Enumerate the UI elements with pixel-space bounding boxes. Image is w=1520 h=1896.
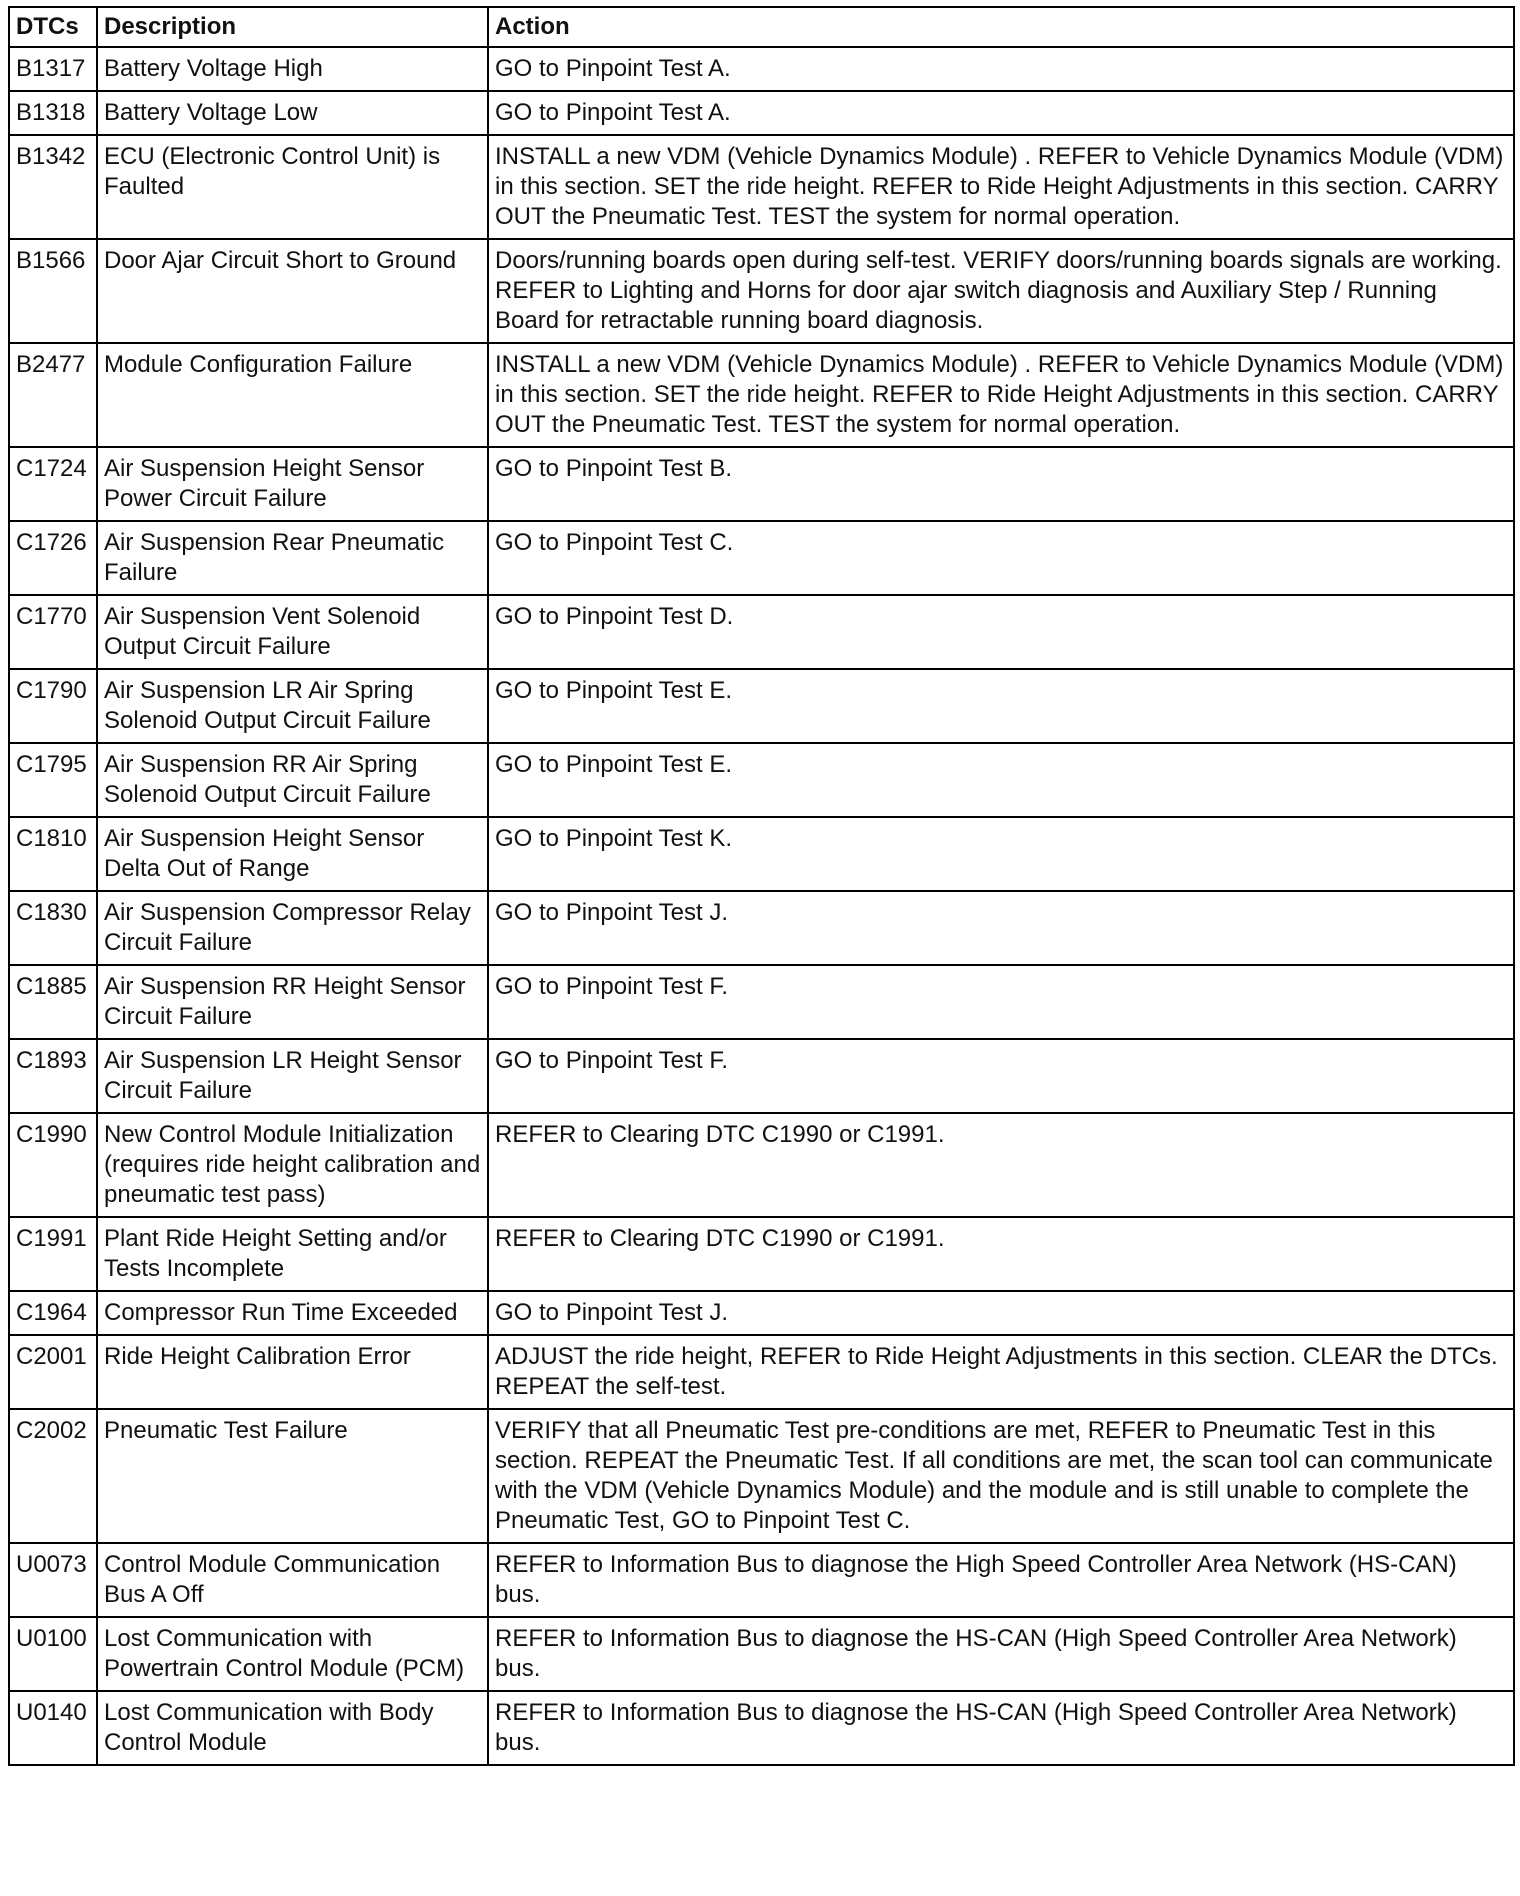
- dtc-action: GO to Pinpoint Test D.: [488, 595, 1514, 669]
- dtc-code: C1893: [9, 1039, 97, 1113]
- table-row: [9, 1335, 1514, 1409]
- table-row: [9, 1217, 1514, 1291]
- dtc-action: ADJUST the ride height, REFER to Ride Height Adjustments in this section. CLEAR the DTCs. REPEAT the self-test.: [488, 1335, 1514, 1409]
- dtc-code: C1770: [9, 595, 97, 669]
- dtc-action: VERIFY that all Pneumatic Test pre-conditions are met, REFER to Pneumatic Test in this section. REPEAT the Pneumatic Test. If all conditions are met, the scan tool can communicate with the VDM (Vehicle Dynamics Module) and the module and is still unable to complete the Pneumatic Test, GO to Pinpoint Test C.: [488, 1409, 1514, 1543]
- dtc-action: REFER to Information Bus to diagnose the High Speed Controller Area Network (HS-CAN) bus.: [488, 1543, 1514, 1617]
- table-row: [9, 965, 1514, 1039]
- dtc-action: INSTALL a new VDM (Vehicle Dynamics Module) . REFER to Vehicle Dynamics Module (VDM) in this section. SET the ride height. REFER to Ride Height Adjustments in this section. CARRY OUT the Pneumatic Test. TEST the system for normal operation.: [488, 135, 1514, 239]
- table-row: [9, 447, 1514, 521]
- table-row: [9, 1113, 1514, 1217]
- dtc-description: Door Ajar Circuit Short to Ground: [97, 239, 488, 343]
- dtc-description: Air Suspension Compressor Relay Circuit Failure: [97, 891, 488, 965]
- dtc-action: GO to Pinpoint Test E.: [488, 743, 1514, 817]
- table-row: [9, 891, 1514, 965]
- dtc-action: INSTALL a new VDM (Vehicle Dynamics Module) . REFER to Vehicle Dynamics Module (VDM) in this section. SET the ride height. REFER to Ride Height Adjustments in this section. CARRY OUT the Pneumatic Test. TEST the system for normal operation.: [488, 343, 1514, 447]
- table-row: [9, 595, 1514, 669]
- table-row: [9, 47, 1514, 91]
- dtc-description: Air Suspension Height Sensor Delta Out of Range: [97, 817, 488, 891]
- dtc-description: Air Suspension RR Air Spring Solenoid Output Circuit Failure: [97, 743, 488, 817]
- dtc-description: Air Suspension Height Sensor Power Circuit Failure: [97, 447, 488, 521]
- dtc-code: U0073: [9, 1543, 97, 1617]
- dtc-action: GO to Pinpoint Test K.: [488, 817, 1514, 891]
- dtc-code: C1964: [9, 1291, 97, 1335]
- dtc-code: C1991: [9, 1217, 97, 1291]
- dtc-action: GO to Pinpoint Test A.: [488, 47, 1514, 91]
- dtc-action: Doors/running boards open during self-test. VERIFY doors/running boards signals are working. REFER to Lighting and Horns for door ajar switch diagnosis and Auxiliary Step / Running Board for retractable running board diagnosis.: [488, 239, 1514, 343]
- dtc-action: REFER to Clearing DTC C1990 or C1991.: [488, 1217, 1514, 1291]
- dtc-description: Air Suspension RR Height Sensor Circuit Failure: [97, 965, 488, 1039]
- dtc-description: Lost Communication with Powertrain Control Module (PCM): [97, 1617, 488, 1691]
- dtc-description: Control Module Communication Bus A Off: [97, 1543, 488, 1617]
- dtc-description: ECU (Electronic Control Unit) is Faulted: [97, 135, 488, 239]
- dtc-action: REFER to Information Bus to diagnose the HS-CAN (High Speed Controller Area Network) bus.: [488, 1691, 1514, 1765]
- dtc-code: C2002: [9, 1409, 97, 1543]
- dtc-code: C1726: [9, 521, 97, 595]
- dtc-action: GO to Pinpoint Test B.: [488, 447, 1514, 521]
- table-row: [9, 1409, 1514, 1543]
- dtc-code: C1724: [9, 447, 97, 521]
- table-row: [9, 743, 1514, 817]
- dtc-code: C1830: [9, 891, 97, 965]
- dtc-description: Air Suspension Rear Pneumatic Failure: [97, 521, 488, 595]
- dtc-table: [8, 6, 1515, 1766]
- dtc-code: B1318: [9, 91, 97, 135]
- dtc-action: GO to Pinpoint Test J.: [488, 1291, 1514, 1335]
- table-row: [9, 1617, 1514, 1691]
- dtc-action: REFER to Information Bus to diagnose the HS-CAN (High Speed Controller Area Network) bus.: [488, 1617, 1514, 1691]
- table-row: [9, 669, 1514, 743]
- table-row: [9, 91, 1514, 135]
- table-row: [9, 1039, 1514, 1113]
- dtc-code: C2001: [9, 1335, 97, 1409]
- dtc-description: Plant Ride Height Setting and/or Tests Incomplete: [97, 1217, 488, 1291]
- dtc-description: Air Suspension Vent Solenoid Output Circuit Failure: [97, 595, 488, 669]
- dtc-code: C1885: [9, 965, 97, 1039]
- dtc-description: New Control Module Initialization (requires ride height calibration and pneumatic test pass): [97, 1113, 488, 1217]
- dtc-description: Lost Communication with Body Control Module: [97, 1691, 488, 1765]
- dtc-code: U0100: [9, 1617, 97, 1691]
- dtc-description: Pneumatic Test Failure: [97, 1409, 488, 1543]
- dtc-action: GO to Pinpoint Test F.: [488, 965, 1514, 1039]
- table-row: [9, 1691, 1514, 1765]
- header-dtc: DTCs: [9, 7, 97, 47]
- dtc-code: B1342: [9, 135, 97, 239]
- dtc-action: GO to Pinpoint Test E.: [488, 669, 1514, 743]
- table-row: [9, 521, 1514, 595]
- table-row: [9, 817, 1514, 891]
- dtc-code: C1810: [9, 817, 97, 891]
- table-row: [9, 1543, 1514, 1617]
- table-row: [9, 135, 1514, 239]
- dtc-description: Ride Height Calibration Error: [97, 1335, 488, 1409]
- dtc-action: GO to Pinpoint Test J.: [488, 891, 1514, 965]
- header-description: Description: [97, 7, 488, 47]
- dtc-code: B1317: [9, 47, 97, 91]
- dtc-code: B2477: [9, 343, 97, 447]
- dtc-description: Module Configuration Failure: [97, 343, 488, 447]
- header-action: Action: [488, 7, 1514, 47]
- dtc-code: C1990: [9, 1113, 97, 1217]
- table-row: [9, 239, 1514, 343]
- dtc-description: Compressor Run Time Exceeded: [97, 1291, 488, 1335]
- dtc-action: GO to Pinpoint Test F.: [488, 1039, 1514, 1113]
- dtc-code: U0140: [9, 1691, 97, 1765]
- dtc-description: Air Suspension LR Height Sensor Circuit Failure: [97, 1039, 488, 1113]
- dtc-description: Battery Voltage High: [97, 47, 488, 91]
- table-row: [9, 343, 1514, 447]
- dtc-description: Air Suspension LR Air Spring Solenoid Output Circuit Failure: [97, 669, 488, 743]
- header-row: [9, 7, 1514, 47]
- dtc-action: GO to Pinpoint Test C.: [488, 521, 1514, 595]
- dtc-code: B1566: [9, 239, 97, 343]
- table-row: [9, 1291, 1514, 1335]
- dtc-action: REFER to Clearing DTC C1990 or C1991.: [488, 1113, 1514, 1217]
- dtc-code: C1795: [9, 743, 97, 817]
- dtc-description: Battery Voltage Low: [97, 91, 488, 135]
- dtc-action: GO to Pinpoint Test A.: [488, 91, 1514, 135]
- dtc-code: C1790: [9, 669, 97, 743]
